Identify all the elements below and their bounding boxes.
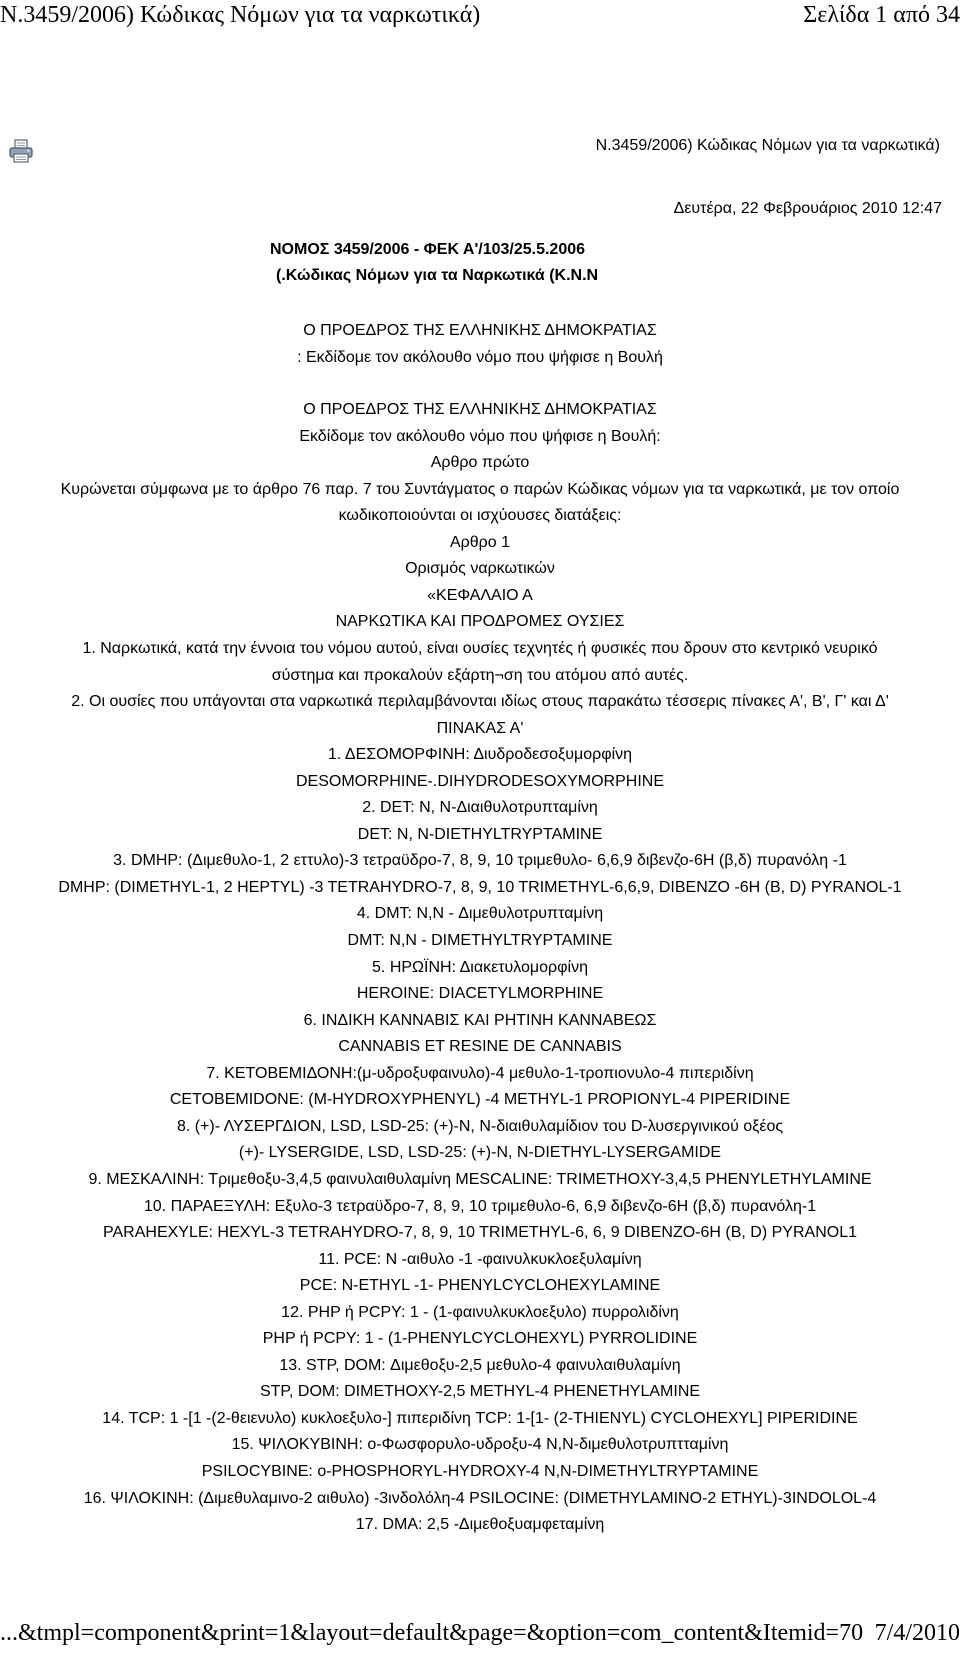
- body-line: «ΚΕΦΑΛΑΙΟ Α: [427, 586, 533, 604]
- body-line: CETOBEMIDONE: (M-HYDROXYPHENYL) -4 METHYL-1 PROPIONYL-4 PIPERIDINE: [169, 1091, 791, 1109]
- body-line: 12. PHP ή PCPY: 1 - (1-φαινυλκυκλοεξυλο) πυρρολιδίνη: [281, 1303, 679, 1321]
- body-line: 6. ΙΝΔΙΚΗ ΚΑΝΝΑΒΙΣ ΚΑΙ ΡΗΤΙΝΗ ΚΑΝΝΑΒΕΩΣ: [303, 1011, 657, 1029]
- body-line: 2. DET: N, Ν-Διαιθυλοτρυπταμίνη: [362, 799, 598, 817]
- body-line: 4. DMT: N,N - Διμεθυλοτρυπταμίνη: [356, 905, 604, 923]
- body-line: 5. ΗΡΩΪΝΗ: Διακετυλομορφίνη: [372, 958, 588, 976]
- body-line: (+)- LYSERGIDE, LSD, LSD-25: (+)-N, N-DIETHYL-LYSERGAMIDE: [238, 1144, 722, 1162]
- body-line: Αρθρο πρώτο: [430, 454, 530, 472]
- body-line: 14. TCP: 1 -[1 -(2-θειενυλο) κυκλοεξυλο-] πιπεριδίνη TCP: 1-[1- (2-THIENYL) CYCLOHEXYL] PIPERIDINE: [102, 1409, 858, 1427]
- body-line: 1. Ναρκωτικά, κατά την έννοια του νόμου αυτού, είναι ουσίες τεχνητές ή φυσικές που δρουν στο κεντρικό νευρικό: [82, 640, 878, 658]
- body-line: ΝΑΡΚΩΤΙΚΑ ΚΑΙ ΠΡΟΔΡΟΜΕΣ ΟΥΣΙΕΣ: [335, 613, 625, 631]
- preamble-line: : Εκδίδομε τον ακόλουθο νόμο που ψήφισε η Βουλή: [297, 348, 663, 366]
- body-line: DMHP: (DIMETHYL-1, 2 HEPTYL) -3 TETRAHYDRO-7, 8, 9, 10 TRIMETHYL-6,6,9, DIBENZO -6H (B, D) PYRANOL-1: [58, 878, 902, 896]
- preamble-line: Ο ΠΡΟΕΔΡΟΣ ΤΗΣ ΕΛΛΗΝΙΚΗΣ ΔΗΜΟΚΡΑΤΙΑΣ: [303, 322, 657, 339]
- print-footer-url: ...&tmpl=component&print=1&layout=default&page=&option=com_content&Itemid=70: [0, 1620, 864, 1646]
- body-line: Ορισμός ναρκωτικών: [405, 560, 555, 578]
- article-date: Δευτέρα, 22 Φεβρουάριος 2010 12:47: [673, 200, 942, 217]
- body-line: 11. PCE: Ν -αιθυλο -1 -φαινυλκυκλοεξυλαμίνη: [318, 1250, 642, 1268]
- article-body: [0, 318, 960, 1539]
- body-line: CANNABIS ET RESINE DE CANNABIS: [338, 1038, 622, 1056]
- body-line: 17. DMA: 2,5 -Διμεθοξυαμφεταμίνη: [355, 1516, 605, 1534]
- print-button[interactable]: [8, 138, 34, 164]
- body-line: 13. STP, DOM: Διμεθοξυ-2,5 μεθυλο-4 φαινυλαιθυλαμίνη: [279, 1356, 681, 1374]
- body-line: DET: N, N-DIETHYLTRYPTAMINE: [357, 825, 603, 843]
- body-line: PCE: N-ETHYL -1- PHENYLCYCLOHEXYLAMINE: [299, 1277, 661, 1295]
- body-line: 16. ΨΙΛΟΚΙΝΗ: (Διμεθυλαμινο-2 αιθυλο) -3ινδολόλη-4 PSILOCINE: (DIMETHYLAMINO-2 ETHYL)-3INDOLOL-4: [83, 1489, 877, 1507]
- body-line: PHP ή PCPY: 1 - (1-PHENYLCYCLOHEXYL) PYRROLIDINE: [262, 1330, 698, 1348]
- body-line: DMT: N,N - DIMETHYLTRYPTAMINE: [347, 932, 613, 950]
- body-line: 1. ΔΕΣΟΜΟΡΦΙΝΗ: Διυδροδεσοξυμορφίνη: [327, 746, 633, 764]
- body-line: HEROINE: DIACETYLMORPHINE: [356, 985, 604, 1003]
- body-line: κωδικοποιούνται οι ισχύουσες διατάξεις:: [338, 507, 622, 525]
- body-line: DESOMORPHINE-.DIHYDRODESOXYMORPHINE: [295, 772, 665, 790]
- body-line: 9. ΜΕΣΚΑΛΙΝΗ: Τριμεθοξυ-3,4,5 φαινυλαιθυλαμίνη MESCALINE: TRIMETHOXY-3,4,5 PHENYLETHYLAMINE: [88, 1170, 872, 1188]
- print-header-page-number: Σελίδα 1 από 34: [803, 2, 960, 28]
- print-footer: [0, 1618, 960, 1654]
- body-line: 7. ΚΕΤΟΒΕΜΙΔΟΝΗ:(μ-υδροξυφαινυλο)-4 μεθυλο-1-τροπιονυλο-4 πιπεριδίνη: [206, 1064, 754, 1082]
- body-line: 10. ΠΑΡΑΕΞΥΛΗ: Εξυλο-3 τετραϋδρο-7, 8, 9, 10 τριμεθυλο-6, 6,9 διβενζο-6Η (β,δ) πυρανόλη-1: [143, 1197, 817, 1215]
- print-header: [0, 0, 960, 34]
- law-title-line: ΝΟΜΟΣ 3459/2006 - ΦΕΚ Α'/103/25.5.2006: [270, 241, 586, 258]
- body-line: STP, DOM: DIMETHOXY-2,5 METHYL-4 PHENETHYLAMINE: [259, 1383, 701, 1401]
- print-header-title: N.3459/2006) Κώδικας Νόμων για τα ναρκωτικά): [0, 2, 481, 28]
- body-line: 2. Οι ουσίες που υπάγονται στα ναρκωτικά περιλαμβάνονται ιδίως στους παρακάτω τέσσερις πίνακες Α', Β', Γ' και Δ': [71, 693, 889, 711]
- body-line: PSILOCYBINE: o-PHOSPHORYL-HYDROXY-4 N,N-DIMETHYLTRYPTAMINE: [201, 1462, 759, 1480]
- body-line: Κυρώνεται σύμφωνα με το άρθρο 76 παρ. 7 του Συντάγματος ο παρών Κώδικας νόμων για τα ναρκωτικά, με τον οποίο: [60, 480, 900, 498]
- body-line: ΠΙΝΑΚΑΣ Α': [436, 719, 524, 737]
- law-title-line: (.Κώδικας Νόμων για τα Ναρκωτικά (Κ.Ν.Ν: [276, 267, 599, 284]
- article-title: N.3459/2006) Κώδικας Νόμων για τα ναρκωτικά): [595, 137, 940, 154]
- body-line: 15. ΨΙΛΟΚΥΒΙΝΗ: ο-Φωσφορυλο-υδροξυ-4 Ν,Ν-διμεθυλοτρυπτταμίνη: [231, 1436, 729, 1454]
- body-line: 8. (+)- ΛΥΣΕΡΓΔΙΟΝ, LSD, LSD-25: (+)-N, Ν-διαιθυλαμίδιον του D-λυσεργινικού οξέος: [176, 1117, 784, 1135]
- printer-icon: [8, 138, 34, 164]
- body-line: Εκδίδομε τον ακόλουθο νόμο που ψήφισε η Βουλή:: [299, 427, 661, 445]
- print-footer-date: 7/4/2010: [874, 1620, 960, 1646]
- body-line: Ο ΠΡΟΕΔΡΟΣ ΤΗΣ ΕΛΛΗΝΙΚΗΣ ΔΗΜΟΚΡΑΤΙΑΣ: [303, 401, 657, 419]
- body-line: 3. DMHP: (Διμεθυλο-1, 2 εττυλο)-3 τετραϋδρο-7, 8, 9, 10 τριμεθυλο- 6,6,9 διβενζο-6Η (β,δ) πυρανόλη -1: [113, 852, 847, 870]
- body-line: σύστημα και προκαλούν εξάρτη¬ση του ατόμου από αυτές.: [271, 666, 689, 684]
- body-line: Αρθρο 1: [449, 533, 510, 551]
- body-line: PARAHEXYLE: HEXYL-3 TETRAHYDRO-7, 8, 9, 10 TRIMETHYL-6, 6, 9 DIBENZO-6H (B, D) PYRANOL1: [103, 1224, 857, 1242]
